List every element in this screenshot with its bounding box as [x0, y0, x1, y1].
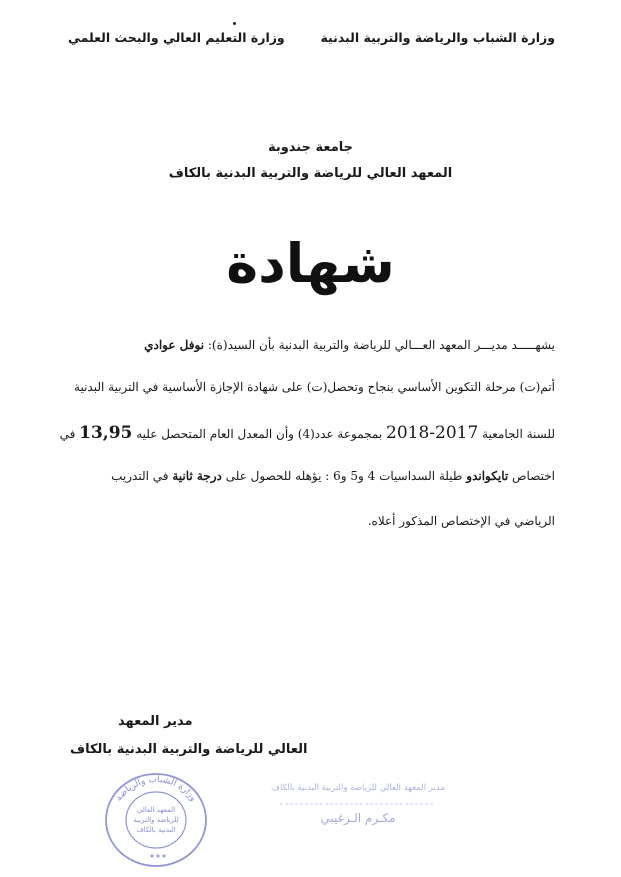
degree-level: درجة ثانية — [172, 469, 222, 483]
director-name-stamp — [250, 772, 465, 844]
academic-year-label: للسنة الجامعية — [482, 427, 555, 441]
specialty-label: اختصاص — [512, 469, 555, 483]
general-average: 13,95 — [79, 423, 133, 443]
body-line-2: أتم(ت) مرحلة التكوين الأساسي بنجاح وتحصل(ت) على شهادة الإجازة الأساسية في التربية البدنية — [74, 380, 555, 394]
attestation-text: يشهـــــد مديـــر المعهد العـــالي للرياضة والتربية البدنية بأن السيد(ة): — [207, 338, 555, 352]
header-dot-mark — [233, 22, 236, 25]
semesters-text: طيلة السداسيات 4 و5 و6 : يؤهله للحصول على — [225, 469, 463, 483]
coaching-text: في التدريب — [111, 469, 169, 483]
certificate-title: شهادة — [226, 232, 395, 295]
academic-year: 2017-2018 — [386, 423, 479, 443]
svg-text:مدير المعهد العالي للرياضة وال: مدير المعهد العالي للرياضة والتربية البدنية بالكاف — [271, 783, 445, 793]
university-name: جامعة جندوبة — [267, 140, 354, 155]
body-line-5: الرياضي في الإختصاص المذكور أعلاه. — [367, 514, 555, 528]
body-line-1 — [144, 338, 555, 352]
body-line-4 — [111, 469, 555, 483]
body-line-3 — [60, 423, 555, 443]
svg-text:المعهد العالي: المعهد العالي — [136, 806, 176, 814]
svg-text:وزارة الشباب والرياضة: وزارة الشباب والرياضة — [114, 774, 198, 804]
svg-text:للرياضة والتربية: للرياضة والتربية — [133, 816, 179, 824]
svg-text:مكـرم الـزغيبي: مكـرم الـزغيبي — [320, 811, 396, 825]
specialty: تايكواندو — [466, 469, 509, 483]
group-and-average-text: بمجموعة عدد(4) وأن المعدل العام المتحصل عليه — [136, 427, 383, 441]
signature-title-line-1: مدير المعهد — [118, 714, 193, 729]
ministry-youth-sports-header: وزارة الشباب والرياضة والتربية البدنية — [320, 30, 555, 45]
svg-text:البدنية بالكاف: البدنية بالكاف — [136, 826, 176, 834]
round-institute-stamp — [100, 768, 212, 868]
in-text: في — [59, 427, 76, 441]
institute-name: المعهد العالي للرياضة والتربية البدنية بالكاف — [168, 166, 453, 181]
signature-title-line-2: العالي للرياضة والتربية البدنية بالكاف — [70, 742, 308, 757]
recipient-name: نوفل عوادي — [144, 338, 205, 352]
ministry-higher-education-header: وزارة التعليم العالي والبحث العلمي — [68, 30, 285, 45]
